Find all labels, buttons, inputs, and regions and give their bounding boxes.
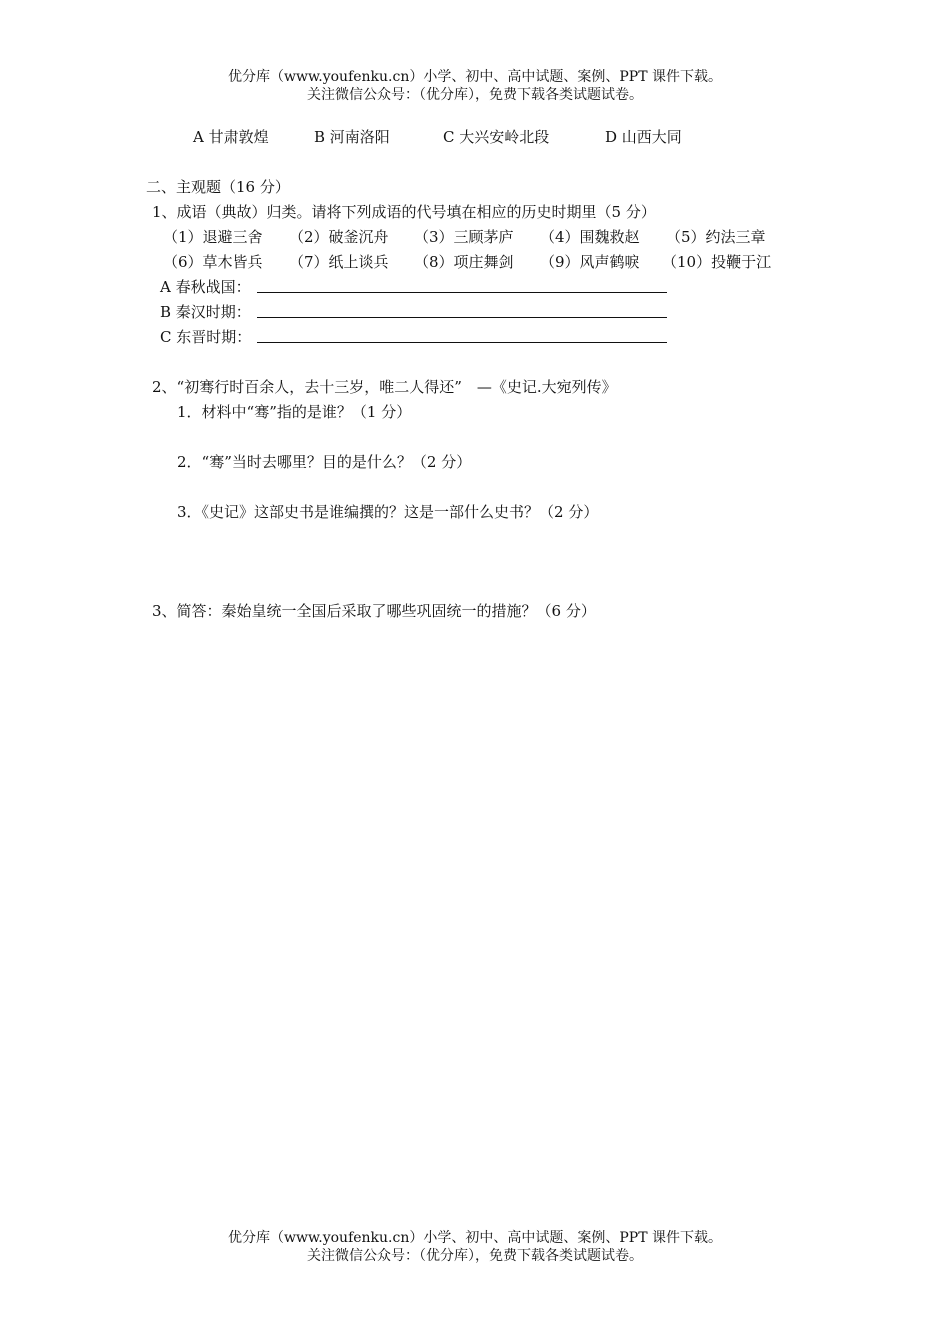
idiom-10: （10）投鞭于江	[662, 253, 772, 271]
option-c: C 大兴安岭北段	[443, 128, 550, 146]
answer-line-a[interactable]	[257, 292, 667, 293]
period-label-c: C 东晋时期：	[160, 328, 252, 346]
period-label-b: B 秦汉时期：	[160, 303, 251, 321]
question-1-prompt: 1、成语（典故）归类。请将下列成语的代号填在相应的历史时期里（5 分）	[152, 203, 656, 221]
answer-line-b[interactable]	[257, 317, 667, 318]
period-label-a: A 春秋战国：	[160, 278, 251, 296]
question-2-sub-2: 2．“骞”当时去哪里？目的是什么？（2 分）	[177, 453, 472, 471]
section-title: 二、主观题（16 分）	[146, 178, 290, 196]
idiom-6: （6）草木皆兵	[163, 253, 263, 271]
footer-line-1: 优分库（www.youfenku.cn）小学、初中、高中试题、案例、PPT 课件下载。	[227, 1230, 722, 1246]
answer-line-c[interactable]	[257, 342, 667, 343]
footer-line-2: 关注微信公众号：（优分库），免费下载各类试题试卷。	[307, 1248, 643, 1264]
question-2-sub-3: 3．《史记》这部史书是谁编撰的？这是一部什么史书？（2 分）	[177, 503, 599, 521]
idiom-4: （4）围魏救赵	[540, 228, 640, 246]
idiom-5: （5）约法三章	[666, 228, 766, 246]
idiom-1: （1）退避三舍	[163, 228, 263, 246]
option-d: D 山西大同	[605, 128, 682, 146]
idiom-2: （2）破釜沉舟	[289, 228, 389, 246]
question-3-prompt: 3、简答：秦始皇统一全国后采取了哪些巩固统一的措施？（6 分）	[152, 602, 596, 620]
idiom-8: （8）项庄舞剑	[414, 253, 514, 271]
header-line-2: 关注微信公众号：（优分库），免费下载各类试题试卷。	[307, 87, 643, 103]
question-2-prompt: 2、“初骞行时百余人，去十三岁，唯二人得还” —《史记.大宛列传》	[152, 378, 617, 396]
idiom-7: （7）纸上谈兵	[289, 253, 389, 271]
header-line-1: 优分库（www.youfenku.cn）小学、初中、高中试题、案例、PPT 课件下载。	[227, 69, 722, 85]
idiom-9: （9）风声鹤唳	[540, 253, 640, 271]
idiom-3: （3）三顾茅庐	[414, 228, 514, 246]
option-b: B 河南洛阳	[314, 128, 390, 146]
option-a: A 甘肃敦煌	[193, 128, 269, 146]
question-2-sub-1: 1．材料中“骞”指的是谁？（1 分）	[177, 403, 412, 421]
